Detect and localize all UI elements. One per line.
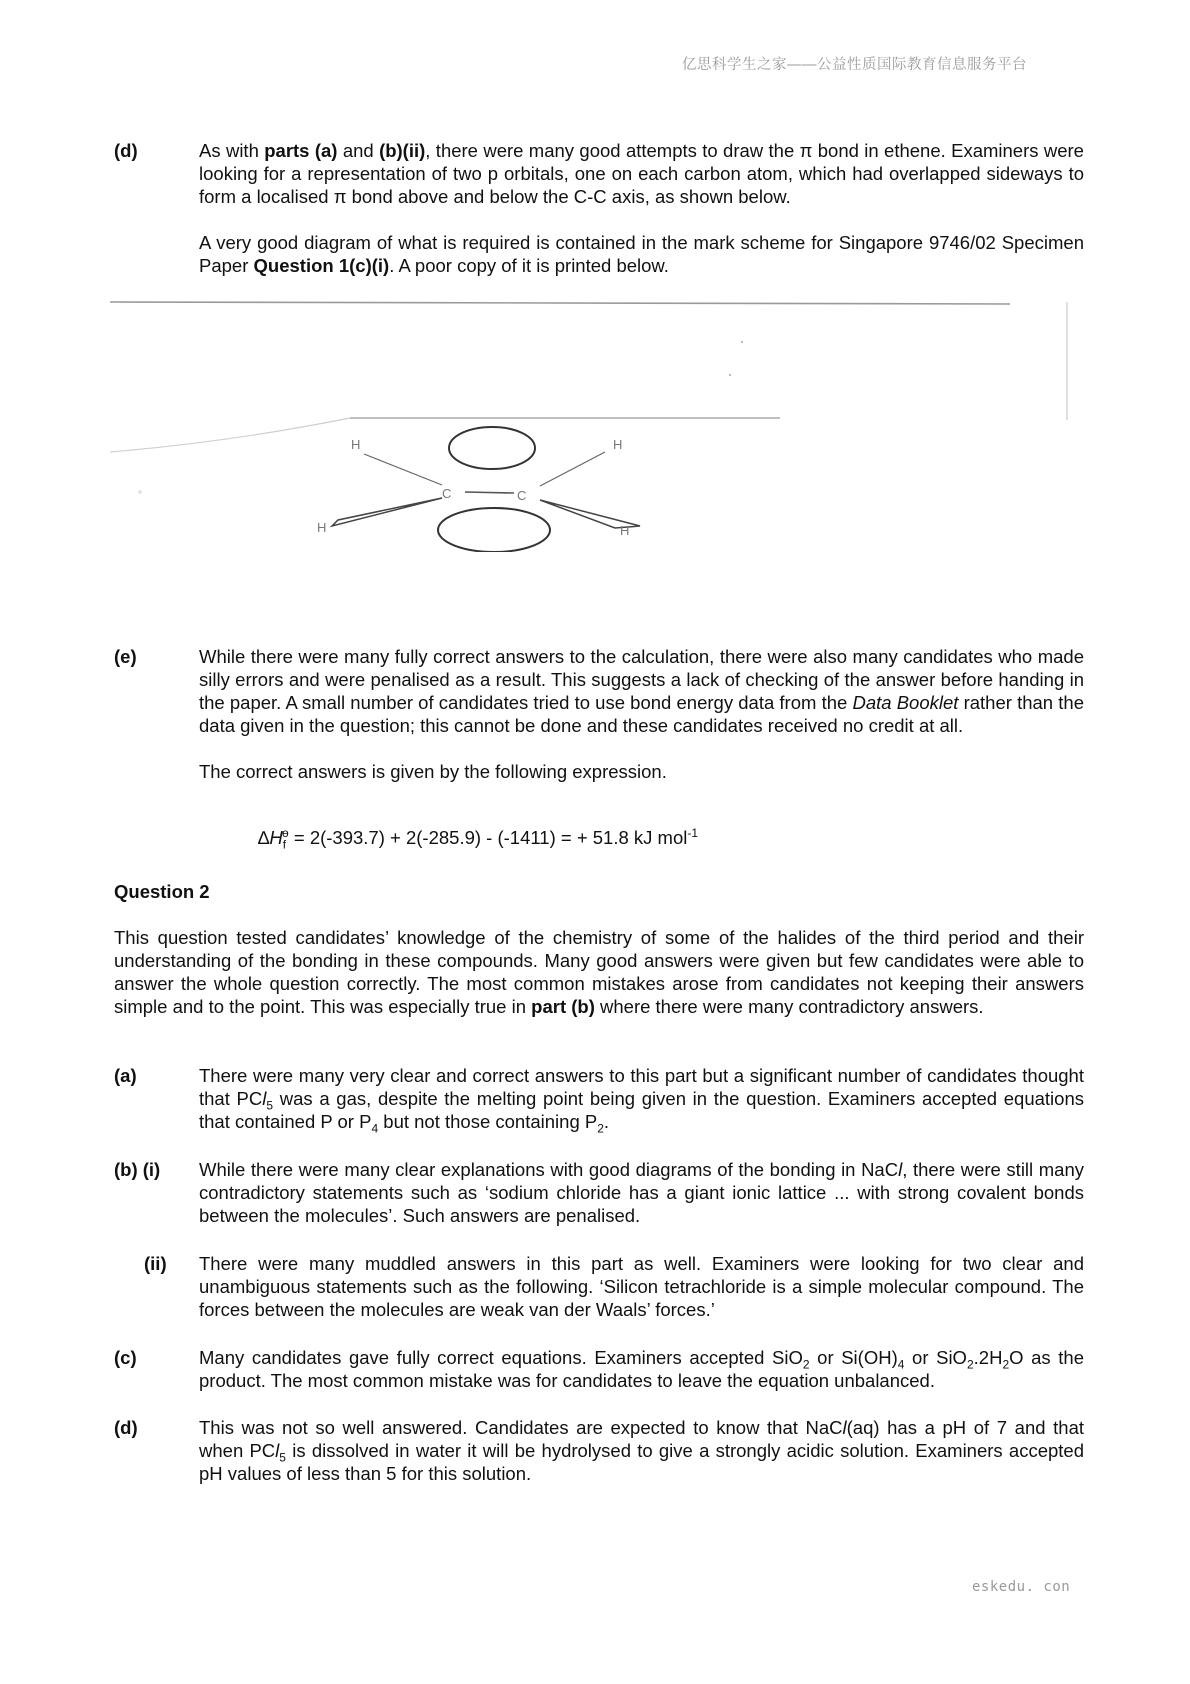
q2d-label: (d) bbox=[114, 1417, 138, 1438]
q2bii-text: There were many muddled answers in this part as well. Examiners were looking for two clear and unambiguous statements such as the following. ‘Silicon tetrachloride is a simple molecular compound. The forces between the molecules are weak van der Waals’ forces.’ bbox=[199, 1253, 1084, 1320]
q2a-section bbox=[114, 1064, 1084, 1136]
q1d-paragraph-1: As with parts (a) and (b)(ii), there were many good attempts to draw the π bond in ethene. Examiners were looking for a representation of two p orbitals, one on each carbon atom, which had overlapped sideways to form a localised π bond above and below the C-C axis, as shown below. bbox=[199, 140, 1084, 207]
q2d-section bbox=[114, 1416, 1084, 1485]
q1d-paragraph-2: A very good diagram of what is required is contained in the mark scheme for Singapore 9746/02 Specimen Paper Question 1(c)(i). A poor copy of it is printed below. bbox=[199, 232, 1084, 276]
q1e-paragraph-1: While there were many fully correct answers to the calculation, there were also many candidates who made silly errors and were penalised as a result. This suggests a lack of checking of the answer before handing in the paper. A small number of candidates tried to use bond energy data from the Data Booklet rather than the data given in the question; this cannot be done and these candidates received no credit at all. bbox=[199, 646, 1084, 736]
atom-h-lower-left: H bbox=[317, 520, 327, 535]
q2a-text: There were many very clear and correct answers to this part but a significant number of candidates thought that PCl$_5$ was a gas, despite the melting point being given in the question. Examiners accepted equations that contained P or $P_4$ but not those containing $P_2$. bbox=[199, 1065, 1084, 1136]
footer-site: eskedu. con bbox=[972, 1579, 1071, 1595]
question-2-heading: Question 2 bbox=[114, 881, 210, 902]
q2bi-text: While there were many clear explanations with good diagrams of the bonding in NaCl, there were still many contradictory statements such as ‘sodium chloride has a giant ionic lattice ... with strong covalent bonds between the molecules’. Such answers are penalised. bbox=[199, 1159, 1084, 1226]
ethene-pi-bond-diagram bbox=[110, 292, 1070, 552]
question-2-intro: This question tested candidates’ knowledge of the chemistry of some of the halides of the third period and their understanding of the bonding in these compounds. Many good answers were given but few candidates were able to answer the whole question correctly. The most common mistakes arose from candidates not keeping their answers simple and to the point. This was especially true in part (b) where there were many contradictory answers. bbox=[114, 927, 1084, 1017]
q2bi-label: (b) (i) bbox=[114, 1159, 161, 1180]
atom-h-upper-left: H bbox=[351, 437, 361, 452]
q1e-section bbox=[114, 645, 1084, 783]
atom-h-lower-right: H bbox=[620, 523, 630, 538]
q1d-section bbox=[114, 139, 1084, 277]
q2d-text: This was not so well answered. Candidates are expected to know that NaCl(aq) has a pH of 7 and that when PCl$_5$ is dissolved in water it will be hydrolysed to give a strongly acidic solution. Examiners accepted pH values of less than 5 for this solution. bbox=[199, 1417, 1084, 1484]
enthalpy-equation: $\Delta H_f^ө = 2(-393.7) + 2(-285.9) - (-1411)$ = + 51.8 kJ mol$^{-1}$ bbox=[258, 825, 699, 852]
atom-h-upper-right: H bbox=[613, 437, 623, 452]
q2bii-section bbox=[114, 1252, 1084, 1321]
q2c-label: (c) bbox=[114, 1347, 137, 1368]
atom-c-right: C bbox=[517, 488, 527, 503]
pi-orbital-upper bbox=[449, 427, 535, 469]
wedge-bond-left bbox=[332, 498, 442, 526]
pi-orbital-lower bbox=[438, 508, 550, 552]
atom-c-left: C bbox=[442, 486, 452, 501]
q2c-section bbox=[114, 1346, 1084, 1392]
q1e-label: (e) bbox=[114, 646, 137, 667]
q2a-label: (a) bbox=[114, 1065, 137, 1086]
q2bi-section bbox=[114, 1158, 1084, 1227]
q2bii-label: (ii) bbox=[144, 1253, 167, 1274]
header-watermark: 亿思科学生之家——公益性质国际教育信息服务平台 bbox=[682, 57, 1027, 73]
q1d-label: (d) bbox=[114, 140, 138, 161]
q1e-paragraph-2: The correct answers is given by the following expression. bbox=[199, 761, 667, 782]
ethene-pi-bond-svg bbox=[110, 292, 1070, 552]
q2c-text: Many candidates gave fully correct equations. Examiners accepted SiO$_2$ or $Si(OH)_4$ or $SiO_2.2H_2O$ as the product. The most common mistake was for candidates to leave the equation unbalanced. bbox=[199, 1347, 1084, 1391]
